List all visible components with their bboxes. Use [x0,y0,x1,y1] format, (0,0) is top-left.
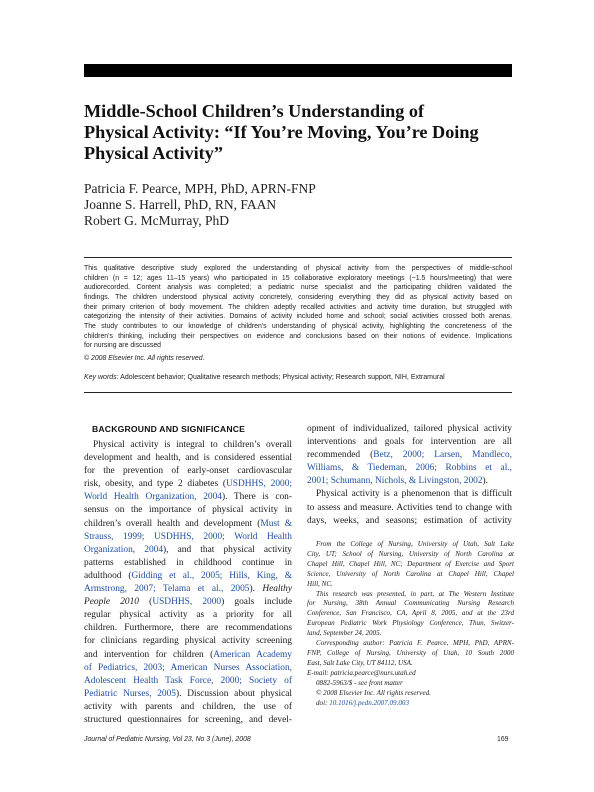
body-line: Pediatric Nurses, 2005). Discussion about physical [84,688,293,699]
body-column-right [307,423,512,528]
body-line: for the prevention of early-onset cardiovascular [84,466,292,477]
divider [84,257,512,258]
body-line: structured questionnaires for screening, and devel- [84,714,292,725]
footnote-line: for Nursing, 38th Annual Communicating Nursing Research [307,599,514,608]
body-line [307,462,512,475]
title-line: Physical Activity” [84,143,223,163]
article-title [84,101,524,164]
author: Patricia F. Pearce, MPH, PhD, APRN-FNP [84,181,316,196]
footnote-line: 0882-5963/$ - see front matter [316,678,403,687]
citation-link[interactable]: USDHHS, 2000; [226,479,292,490]
body-line: children. Furthermore, there are recommendations [84,623,292,634]
abstract-line: The study contributes to our knowledge of children's understanding of physical activity, highlighting the concreteness of the [84,322,512,330]
journal-footer: Journal of Pediatric Nursing, Vol 23, No 3 (June), 2008 [84,736,251,743]
footnote-line: Science, University of North Carolina at Chapel Hill, Chapel [307,569,514,578]
citation-link[interactable]: Organization, 2004 [84,544,164,555]
body-line: activity with parents and children, the use of [84,701,292,712]
footnote-line: European Pediatric Work Physiology Conference, Thun, Switzer- [307,619,514,628]
footnote-line: City, UT; School of Nursing, University of North Carolina at [307,549,514,558]
body-line: regular physical activity as a priority for all [84,610,292,621]
footnote-email: E-mail: patricia.pearce@nurs.utah.ed [307,668,416,677]
footnote-line: Conference, San Francisco, CA, April 8, 2005, and at the 23rd [307,609,514,618]
citation-link[interactable]: Betz, 2000; Larsen, Mandleco, [373,450,512,461]
abstract-line: This qualitative descriptive study explored the understanding of physical activity from the perspectives of middle-school [84,265,512,272]
body-line: days, weeks, and seasons; estimation of activity [307,515,512,526]
body-column-left [84,439,292,727]
body-line [84,531,292,544]
body-line: World Health Organization, 2004). There is con- [84,492,292,503]
citation-link[interactable]: 10.1016/j.pedn.2007.09.003 [329,698,410,707]
citation-link[interactable]: Armstrong, 2007; Telama et al., 2005 [84,584,250,595]
citation-link[interactable]: USDHHS, 2000 [152,597,222,608]
footnote-line: © 2008 Elsevier Inc. All rights reserved. [316,688,431,697]
page-number: 169 [497,736,509,743]
body-line: and intervention for children (American Academy [84,649,292,660]
citation-link[interactable]: Must & [260,518,293,529]
body-line: Armstrong, 2007; Telama et al., 2005). Healthy [84,584,292,595]
abstract-line: for nursing are discussed [84,342,161,350]
footnote-line: Chapel Hill, Chapel Hill, NC; Department of Exercise and Sport [307,559,514,568]
abstract-line: their primary criterion of body movement. The children adeptly recalled activities and activity time duration, but struggled with [84,303,512,311]
body-line [84,675,292,688]
abstract-line: audiorecorded. Content analysis was completed; a pediatric nurse specialist and the participating children validated the [84,284,512,292]
body-line: to assess and measure. Activities tend to change with [307,502,512,513]
citation-link[interactable]: 2001; Schumann, Nichols, & Livingston, 2002 [307,476,483,487]
abstract-copyright: © 2008 Elsevier Inc. All rights reserved. [84,355,205,362]
keywords-text: Adolescent behavior; Qualitative research methods; Physical activity; Research support, NIH, Extramural [118,374,445,381]
citation-link[interactable]: Pediatric Nurses, 2005 [84,688,176,699]
body-line: People 2010 (USDHHS, 2000) goals include [84,597,293,608]
citation-link[interactable]: Strauss, 1999; USDHHS, 2000; World Health [84,531,292,542]
body-line: children’s overall health and development (Must & [84,518,293,529]
citation-link[interactable]: Gidding et al., 2005; Hills, King, & [131,570,292,581]
abstract [84,264,512,351]
author: Joanne S. Harrell, PhD, RN, FAAN [84,197,277,212]
footnote-line: East, Salt Lake City, UT 84112, USA. [307,658,413,667]
body-line: 2001; Schumann, Nichols, & Livingston, 2002). [307,476,488,487]
citation-link[interactable]: Adolescent Health Task Force, 2000; Society of [84,675,292,686]
doi-line: doi: 10.1016/j.pedn.2007.09.003 [316,698,410,707]
body-line: interventions and goals for intervention are all [307,437,512,448]
citation-link[interactable]: Williams, & Tiedeman, 2006; Robbins et al., [307,463,512,474]
abstract-line: findings. The children understood physical activity concretely, considering everything they did as physical activity based on [84,293,512,301]
abstract-line: categorizing the intensity of their activities. Domains of activity included home and school; social activities crossed both arenas. [84,313,512,321]
body-line [84,662,292,675]
citation-link[interactable]: World Health Organization, 2004 [84,492,222,503]
footnote-line: land, September 24, 2005. [307,629,382,638]
body-line: recommended (Betz, 2000; Larsen, Mandleco, [307,450,512,461]
body-line: Physical activity is a phenomenon that is difficult [316,489,512,500]
author: Robert G. McMurray, PhD [84,213,229,228]
footnote-line: FNP, College of Nursing, University of Utah, 10 South 2000 [307,648,514,657]
body-line: patterns established in childhood continue in [84,557,292,568]
body-line: sensus on the importance of physical activity in [84,505,292,516]
footnote-line: This research was presented, in part, at The Western Institute [316,589,514,598]
body-line: development and health, and is considered essential [84,453,292,464]
citation-link[interactable]: American Academy [213,649,292,660]
body-line: Physical activity is integral to children’s overall [93,440,292,450]
header-bar [84,64,512,77]
footnotes [307,540,514,708]
section-heading: BACKGROUND AND SIGNIFICANCE [92,424,246,434]
divider [84,392,512,393]
author-list [84,181,316,229]
body-line: adulthood (Gidding et al., 2005; Hills, King, & [84,570,292,581]
keywords [84,374,514,381]
keywords-label: Key words: [84,374,119,381]
body-line: for clinicians regarding physical activity screening [84,636,292,647]
body-line: opment of individualized, tailored physical activity [307,424,512,434]
footnote-line: Hill, NC. [307,579,333,588]
abstract-line: children's thinking, including their perspectives on evidence and conclusions based on their notions of evidence. Implications [84,332,512,340]
abstract-line: children (n = 12; ages 11–15 years) who participated in 15 collaborative exploratory meetings (~1.5 hours/meeting) that were [84,274,512,282]
citation-link[interactable]: of Pediatrics, 2003; American Nurses Association, [84,662,292,673]
body-line: Organization, 2004), and that physical activity [84,544,292,555]
footnote-line: From the College of Nursing, University of Utah, Salt Lake [316,540,514,548]
footnote-line: Corresponding author: Patricia F. Pearce, MPH, PhD, APRN- [316,639,514,648]
title-line: Physical Activity: “If You’re Moving, You’re Doing [84,122,479,142]
title-line: Middle-School Children’s Understanding of [84,101,425,121]
body-line: risk, obesity, and type 2 diabetes (USDHHS, 2000; [84,479,292,490]
